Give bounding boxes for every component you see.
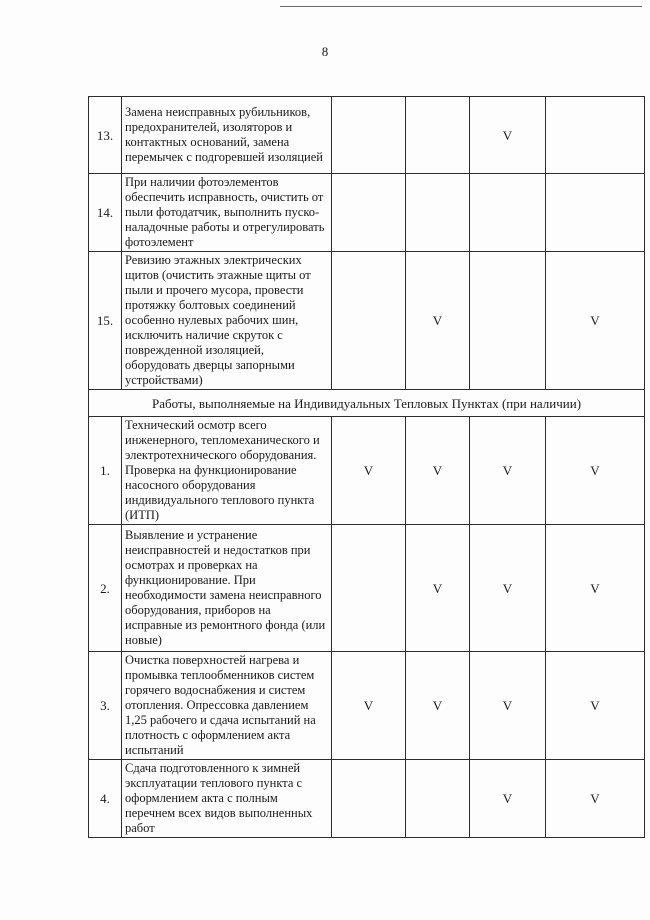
period-mark: V	[406, 417, 470, 525]
period-mark	[470, 252, 546, 390]
period-mark: V	[470, 652, 546, 760]
period-mark	[546, 174, 645, 252]
period-mark: V	[546, 652, 645, 760]
work-description: Выявление и устранение неисправностей и недостатков при осмотрах и проверках на функционирование. При необходимости замена неисправного оборудования, приборов на исправные из ремонтного фонда (или новые)	[122, 525, 332, 652]
table-row	[89, 174, 645, 252]
work-description: Замена неисправных рубильников, предохранителей, изоляторов и контактных оснований, замена перемычек с подгоревшей изоляцией	[122, 97, 332, 174]
row-number: 1.	[89, 417, 122, 525]
section-header-row	[89, 390, 645, 417]
work-description: Технический осмотр всего инженерного, тепломеханического и электротехнического оборудования. Проверка на функционирование насосного оборудования индивидуального теплового пункта (ИТП)	[122, 417, 332, 525]
works-table	[88, 96, 645, 838]
period-mark: V	[332, 652, 406, 760]
period-mark	[332, 525, 406, 652]
work-description: Сдача подготовленного к зимней эксплуатации теплового пункта с оформлением акта с полным перечнем всех видов выполненных работ	[122, 760, 332, 838]
period-mark	[406, 174, 470, 252]
period-mark: V	[406, 525, 470, 652]
row-number: 2.	[89, 525, 122, 652]
work-description: Очистка поверхностей нагрева и промывка теплообменников систем горячего водоснабжения и систем отопления. Опрессовка давлением 1,25 рабочего и сдача испытаний на плотность с оформлением акта испытаний	[122, 652, 332, 760]
work-description: При наличии фотоэлементов обеспечить исправность, очистить от пыли фотодатчик, выполнить пуско-наладочные работы и отрегулировать фотоэлемент	[122, 174, 332, 252]
row-number: 13.	[89, 97, 122, 174]
period-mark: V	[470, 760, 546, 838]
period-mark: V	[406, 252, 470, 390]
table-row	[89, 417, 645, 525]
row-number: 4.	[89, 760, 122, 838]
period-mark: V	[546, 525, 645, 652]
table-row	[89, 252, 645, 390]
period-mark: V	[332, 417, 406, 525]
period-mark: V	[546, 252, 645, 390]
row-number: 15.	[89, 252, 122, 390]
period-mark	[332, 760, 406, 838]
period-mark	[546, 97, 645, 174]
period-mark: V	[546, 417, 645, 525]
scan-edge-line	[280, 6, 642, 7]
period-mark: V	[470, 417, 546, 525]
period-mark	[332, 174, 406, 252]
period-mark: V	[470, 97, 546, 174]
table-row	[89, 760, 645, 838]
period-mark: V	[406, 652, 470, 760]
period-mark	[470, 174, 546, 252]
table-row	[89, 97, 645, 174]
period-mark: V	[546, 760, 645, 838]
period-mark	[406, 97, 470, 174]
period-mark	[332, 252, 406, 390]
table-row	[89, 525, 645, 652]
row-number: 3.	[89, 652, 122, 760]
work-description: Ревизию этажных электрических щитов (очистить этажные щиты от пыли и прочего мусора, провести протяжку болтовых соединений особенно нулевых рабочих шин, исключить наличие скруток с поврежденной изоляцией, оборудовать дверцы запорными устройствами)	[122, 252, 332, 390]
row-number: 14.	[89, 174, 122, 252]
section-title: Работы, выполняемые на Индивидуальных Тепловых Пунктах (при наличии)	[89, 390, 645, 417]
period-mark	[332, 97, 406, 174]
period-mark: V	[470, 525, 546, 652]
page-number: 8	[321, 44, 329, 59]
table-row	[89, 652, 645, 760]
period-mark	[406, 760, 470, 838]
